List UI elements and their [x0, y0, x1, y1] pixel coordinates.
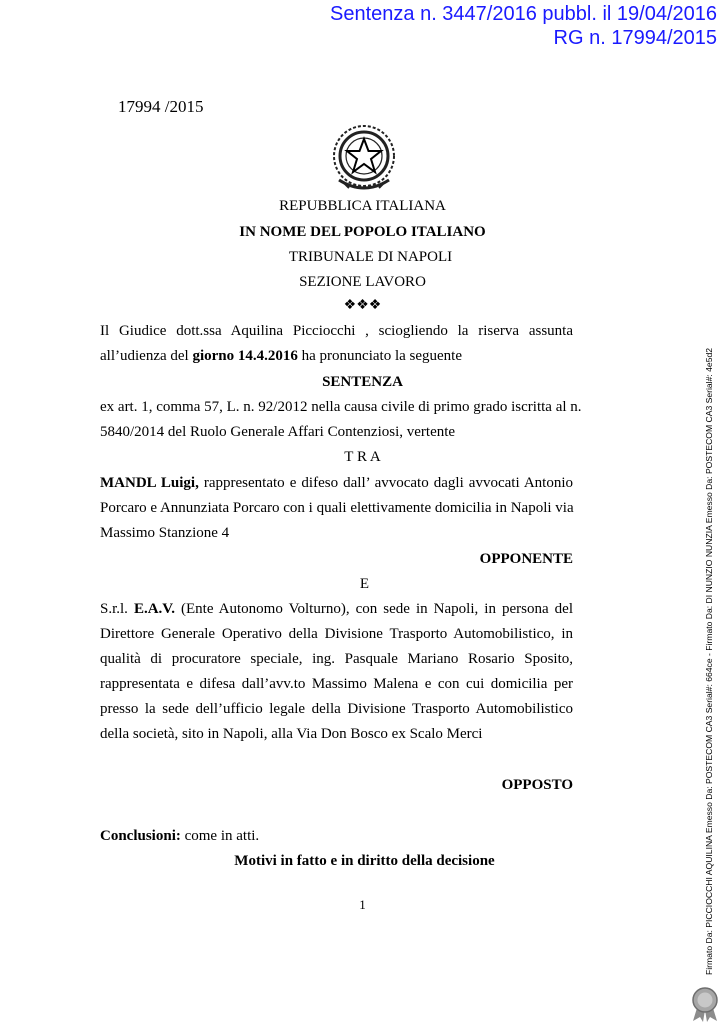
plaintiff-line-1: MANDL Luigi, rappresentato e difeso dall’ avvocato dagli avvocati Antonio — [100, 475, 574, 491]
plaintiff-name: MANDL Luigi, — [100, 475, 199, 491]
hearing-line: all’udienza del giorno 14.4.2016 ha pronunciato la seguente — [100, 348, 462, 364]
republic-heading: REPUBBLICA ITALIANA — [279, 198, 446, 214]
judge-line: Il Giudice dott.ssa Aquilina Picciocchi , sciogliendo la riserva assunta — [100, 323, 573, 339]
defendant-line-5: presso la sede dell’ufficio legale della Divisione Trasporto Automobilistico — [100, 701, 573, 717]
conclusioni-label: Conclusioni: — [100, 828, 181, 844]
rg-number: 17994 /2015 — [118, 97, 204, 116]
law-line-2: 5840/2014 del Ruolo Generale Affari Contenziosi, vertente — [100, 424, 456, 440]
law-line-1: ex art. 1, comma 57, L. n. 92/2012 nella causa civile di primo grado iscritta al n. — [100, 399, 582, 415]
motivi-heading: Motivi in fatto e in diritto della decisione — [234, 853, 495, 869]
republic-emblem-icon — [329, 122, 399, 194]
plaintiff-line-2: Porcaro e Annunziata Porcaro con i quali elettivamente domicilia in Napoli via — [100, 500, 574, 516]
court-heading: TRIBUNALE DI NAPOLI — [288, 249, 453, 265]
e-separator: E — [359, 576, 370, 592]
sentenza-heading: SENTENZA — [322, 374, 403, 390]
sentenza-number: Sentenza n. 3447/2016 pubbl. il 19/04/2016 — [330, 3, 717, 25]
publication-stamp — [330, 2, 717, 50]
people-heading: IN NOME DEL POPOLO ITALIANO — [239, 224, 486, 240]
defendant-name: E.A.V. — [133, 601, 175, 617]
defendant-line-6: della società, sito in Napoli, alla Via Don Bosco ex Scalo Merci — [100, 726, 483, 742]
defendant-line-2: Direttore Generale Operativo della Divisione Trasporto Automobilistico, in — [100, 626, 573, 642]
page-number: 1 — [359, 897, 366, 912]
rg-number-header: RG n. 17994/2015 — [553, 27, 717, 49]
signature-seal-icon — [688, 986, 722, 1022]
digital-signature-text: Firmato Da: PICCIOCCHI AQUILINA Emesso Da: POSTECOM CA3 Serial#: 664ce - Firmato Da: DI NUNZIO NUNZIA Emesso Da: POSTECOM CA3 Serial#: 4e5d2 — [704, 347, 714, 975]
hearing-date: giorno 14.4.2016 — [192, 348, 298, 364]
opponente-label: OPPONENTE — [479, 551, 573, 567]
plaintiff-line-3: Massimo Stanzione 4 — [100, 525, 230, 541]
defendant-line-1: S.r.l. E.A.V. (Ente Autonomo Volturno), con sede in Napoli, in persona del — [100, 601, 573, 617]
ornament: ❖❖❖ — [343, 298, 382, 313]
section-heading: SEZIONE LAVORO — [299, 274, 426, 290]
conclusioni-line: Conclusioni: come in atti. — [100, 828, 260, 844]
defendant-line-4: rappresentata e difesa dall’avv.to Massimo Malena e con cui domicilia per — [100, 676, 573, 692]
defendant-line-3: qualità di procuratore speciale, ing. Pasquale Mariano Rosario Sposito, — [100, 651, 573, 667]
opposto-label: OPPOSTO — [501, 777, 573, 793]
tra-heading: T R A — [344, 449, 381, 465]
